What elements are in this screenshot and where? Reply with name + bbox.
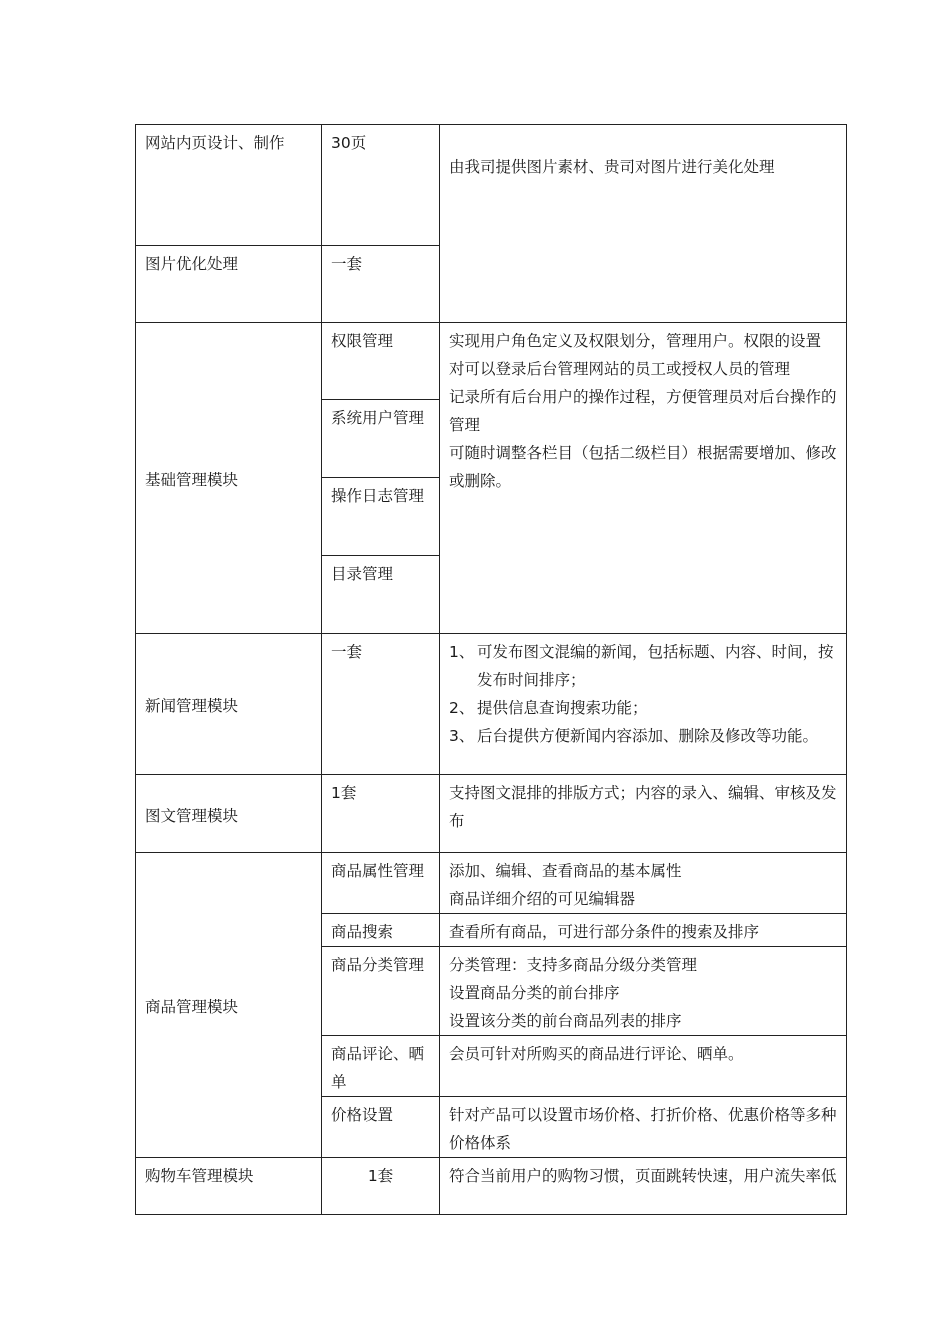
desc-cell: [440, 323, 847, 634]
desc-line: 添加、编辑、查看商品的基本属性: [449, 862, 682, 880]
desc-line: 记录所有后台用户的操作过程，方便管理员对后台操作的管理: [449, 388, 837, 434]
module-cell: 图片优化处理: [136, 246, 322, 323]
sub-item-cell: 商品属性管理: [322, 853, 440, 914]
sub-item-cell: 商品分类管理: [322, 947, 440, 1036]
list-item: [449, 694, 837, 722]
desc-cell: [440, 853, 847, 914]
desc-cell: 会员可针对所购买的商品进行评论、晒单。: [440, 1036, 847, 1097]
list-text: 提供信息查询搜索功能；: [477, 699, 648, 717]
sub-item-cell: 系统用户管理: [322, 400, 440, 478]
qty-cell: 一套: [322, 634, 440, 775]
desc-line: 分类管理：支持多商品分级分类管理: [449, 956, 698, 974]
desc-line: 设置该分类的前台商品列表的排序: [449, 1012, 682, 1030]
desc-cell: 由我司提供图片素材、贵司对图片进行美化处理: [440, 125, 847, 323]
list-number: 2、: [449, 699, 475, 717]
list-number: 3、: [449, 727, 475, 745]
module-cell: 购物车管理模块: [136, 1158, 322, 1215]
qty-cell: 30页: [322, 125, 440, 246]
qty-cell: 1套: [322, 1158, 440, 1215]
desc-cell: 符合当前用户的购物习惯，页面跳转快速，用户流失率低: [440, 1158, 847, 1215]
desc-line: 实现用户角色定义及权限划分，管理用户。权限的设置: [449, 332, 822, 350]
sub-item-cell: 商品搜索: [322, 914, 440, 947]
qty-cell: 1套: [322, 775, 440, 853]
desc-cell: [440, 947, 847, 1036]
module-cell: 基础管理模块: [136, 323, 322, 634]
sub-item-cell: 价格设置: [322, 1097, 440, 1158]
sub-item-cell: 商品评论、晒单: [322, 1036, 440, 1097]
desc-cell: 支持图文混排的排版方式；内容的录入、编辑、审核及发布: [440, 775, 847, 853]
desc-cell: 针对产品可以设置市场价格、打折价格、优惠价格等多种价格体系: [440, 1097, 847, 1158]
list-text: 后台提供方便新闻内容添加、删除及修改等功能。: [477, 727, 819, 745]
desc-line: 商品详细介绍的可见编辑器: [449, 890, 636, 908]
module-cell: 商品管理模块: [136, 853, 322, 1158]
desc-cell: 查看所有商品，可进行部分条件的搜索及排序: [440, 914, 847, 947]
desc-cell: [440, 634, 847, 775]
sub-item-cell: 目录管理: [322, 556, 440, 634]
qty-cell: 一套: [322, 246, 440, 323]
list-item: [449, 638, 837, 694]
desc-line: 对可以登录后台管理网站的员工或授权人员的管理: [449, 360, 791, 378]
list-text: 可发布图文混编的新闻，包括标题、内容、时间，按发布时间排序；: [477, 643, 834, 689]
module-cell: 图文管理模块: [136, 775, 322, 853]
desc-line: 可随时调整各栏目（包括二级栏目）根据需要增加、修改或删除。: [449, 444, 837, 490]
sub-item-cell: 权限管理: [322, 323, 440, 400]
list-item: [449, 722, 837, 750]
sub-item-cell: 操作日志管理: [322, 478, 440, 556]
list-number: 1、: [449, 643, 475, 661]
spec-table: [135, 124, 847, 1215]
module-cell: 网站内页设计、制作: [136, 125, 322, 246]
desc-line: 设置商品分类的前台排序: [449, 984, 620, 1002]
module-cell: 新闻管理模块: [136, 634, 322, 775]
